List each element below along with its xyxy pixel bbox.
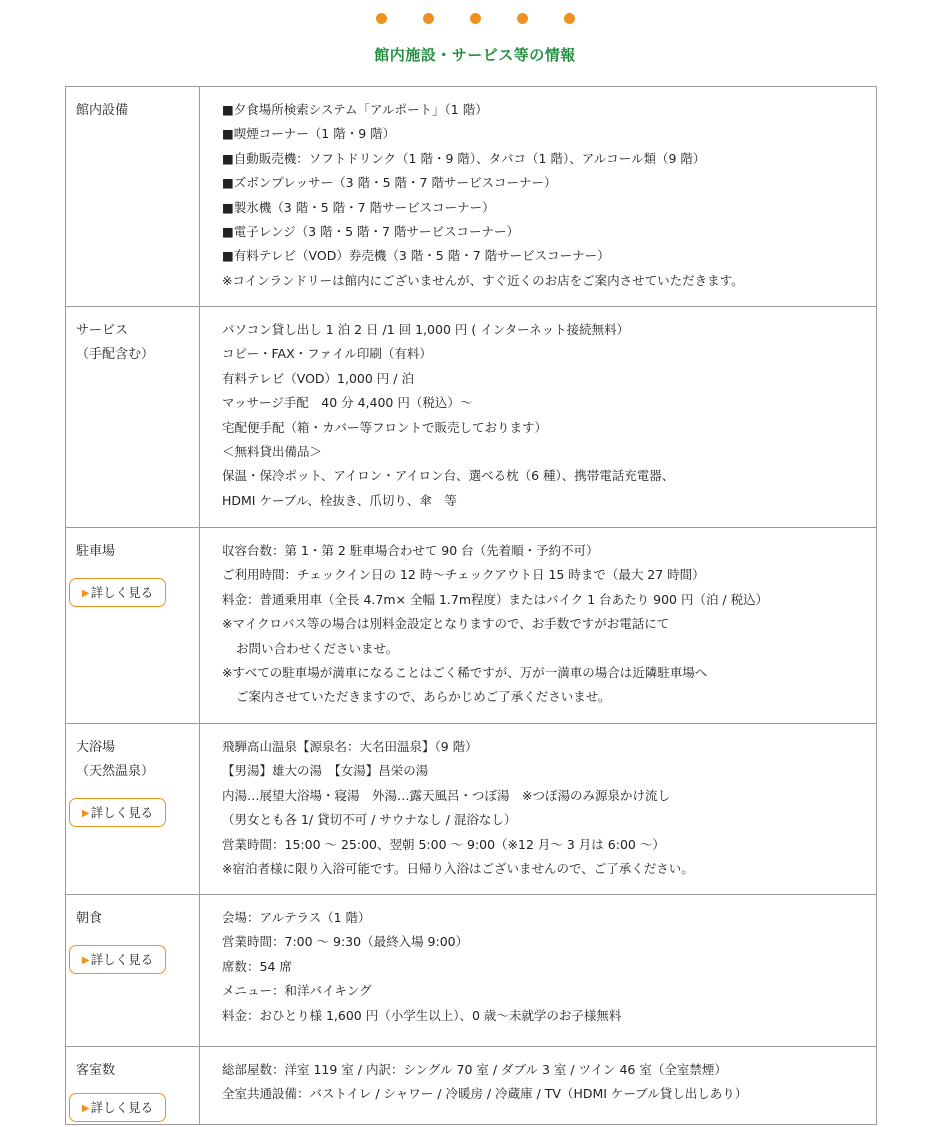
- decorative-dots: [0, 13, 950, 24]
- row-label: 客室数: [76, 1063, 116, 1078]
- content-line: ※宿泊者様に限り入浴可能です。日帰り入浴はございませんので、ご了承ください。: [222, 861, 694, 877]
- info-row-services: [66, 307, 877, 528]
- row-label: （手配含む）: [76, 347, 155, 362]
- info-row-rooms: [66, 1047, 877, 1125]
- content-line: ■喫煙コーナー（1 階・9 階）: [222, 126, 396, 142]
- details-button-bath[interactable]: [69, 798, 166, 827]
- decorative-dot: [564, 13, 575, 24]
- play-arrow-icon: ▶: [81, 808, 90, 819]
- row-label: サービス: [76, 323, 129, 338]
- content-line: 席数：54 席: [222, 958, 292, 974]
- row-label: （天然温泉）: [76, 764, 155, 779]
- facility-info-table: [65, 86, 877, 1125]
- content-line: ■ズボンプレッサー（3 階・5 階・7 階サービスコーナー）: [222, 175, 557, 191]
- content-line: ■自動販売機：ソフトドリンク（1 階・9 階）、タバコ（1 階）、アルコール類（9 階）: [222, 150, 706, 166]
- details-button-label: 詳しく見る: [90, 952, 154, 967]
- content-line: パソコン貸し出し 1 泊 2 日 /1 回 1,000 円 ( インターネット接続無料）: [222, 322, 630, 337]
- content-line: 【男湯】雄大の湯 【女湯】昌栄の湯: [222, 763, 429, 779]
- details-button-label: 詳しく見る: [90, 585, 154, 600]
- row-label-cell: [66, 724, 200, 895]
- row-label-cell: [66, 307, 200, 528]
- content-line: ■製氷機（3 階・5 階・7 階サービスコーナー）: [222, 199, 495, 215]
- play-arrow-icon: ▶: [81, 588, 90, 599]
- page-title: 館内施設・サービス等の情報: [374, 46, 576, 64]
- play-arrow-icon: ▶: [81, 955, 90, 966]
- row-label-cell: [66, 87, 200, 307]
- content-line: ご案内させていただきますので、あらかじめご了承くださいませ。: [236, 689, 611, 705]
- play-arrow-icon: ▶: [81, 1103, 90, 1114]
- content-line: ＜無料貸出備品＞: [222, 444, 323, 460]
- content-line: ■夕食場所検索システム「アルポート」（1 階）: [222, 102, 488, 117]
- content-line: マッサージ手配 40 分 4,400 円（税込）～: [222, 395, 473, 411]
- details-button-rooms[interactable]: [69, 1093, 166, 1122]
- decorative-dot: [470, 13, 481, 24]
- details-button-label: 詳しく見る: [90, 1100, 154, 1115]
- content-line: お問い合わせくださいませ。: [236, 640, 399, 656]
- content-line: ※すべての駐車場が満車になることはごく稀ですが、万が一満車の場合は近隣駐車場へ: [222, 665, 708, 681]
- row-label: 館内設備: [76, 103, 129, 118]
- content-line: ※コインランドリーは館内にございませんが、すぐ近くのお店をご案内させていただきます。: [222, 272, 744, 288]
- content-line: ■有料テレビ（VOD）券売機（3 階・5 階・7 階サービスコーナー）: [222, 248, 610, 264]
- content-line: 全室共通設備：バストイレ / シャワー / 冷暖房 / 冷蔵庫 / TV（HDMI ケーブル貸し出しあり）: [222, 1086, 748, 1102]
- content-line: ■電子レンジ（3 階・5 階・7 階サービスコーナー）: [222, 224, 519, 240]
- content-line: 営業時間：7:00 ～ 9:30（最終入場 9:00）: [222, 934, 469, 950]
- info-row-bath: [66, 724, 877, 895]
- row-label-cell: [66, 895, 200, 1047]
- details-button-parking[interactable]: [69, 578, 166, 607]
- content-line: 飛騨高山温泉【源泉名：大名田温泉】（9 階）: [222, 739, 478, 754]
- content-line: 有料テレビ（VOD）1,000 円 / 泊: [222, 370, 414, 386]
- decorative-dot: [517, 13, 528, 24]
- info-row-parking: [66, 528, 877, 724]
- row-content-cell: [200, 1047, 877, 1125]
- content-line: 宅配便手配（箱・カバー等フロントで販売しております）: [222, 419, 548, 435]
- content-line: ※マイクロバス等の場合は別料金設定となりますので、お手数ですがお電話にて: [222, 616, 670, 632]
- info-row-breakfast: [66, 895, 877, 1047]
- content-line: 内湯…展望大浴場・寝湯 外湯…露天風呂・つぼ湯 ※つぼ湯のみ源泉かけ流し: [222, 787, 670, 803]
- row-content-cell: [200, 307, 877, 528]
- content-line: メニュー：和洋バイキング: [222, 983, 372, 999]
- row-label: 大浴場: [76, 740, 116, 755]
- row-label-cell: [66, 1047, 200, 1125]
- row-content-cell: [200, 87, 877, 307]
- row-label-cell: [66, 528, 200, 724]
- info-row-facilities: [66, 87, 877, 307]
- content-line: （男女とも各 1/ 貸切不可 / サウナなし / 混浴なし）: [222, 812, 517, 828]
- content-line: コピー・FAX・ファイル印刷（有料）: [222, 346, 432, 362]
- content-line: 収容台数：第 1・第 2 駐車場合わせて 90 台（先着順・予約不可）: [222, 543, 599, 558]
- content-line: ご利用時間：チェックイン日の 12 時～チェックアウト日 15 時まで（最大 27 時間）: [222, 567, 705, 583]
- content-line: 総部屋数：洋室 119 室 / 内訳：シングル 70 室 / ダブル 3 室 / ツイン 46 室（全室禁煙）: [222, 1062, 727, 1077]
- row-content-cell: [200, 895, 877, 1047]
- details-button-breakfast[interactable]: [69, 945, 166, 974]
- row-label: 朝食: [76, 911, 103, 926]
- content-line: 会場：アルテラス（1 階）: [222, 910, 371, 925]
- row-content-cell: [200, 528, 877, 724]
- content-line: 料金：普通乗用車（全長 4.7m× 全幅 1.7m程度）またはバイク 1 台あたり 900 円（泊 / 税込）: [222, 591, 769, 607]
- content-line: 料金：おひとり様 1,600 円（小学生以上）、0 歳～未就学のお子様無料: [222, 1007, 622, 1023]
- row-label: 駐車場: [76, 544, 116, 559]
- content-line: 営業時間：15:00 ～ 25:00、翌朝 5:00 ～ 9:00（※12 月～ 3 月は 6:00 ～）: [222, 836, 665, 852]
- content-line: 保温・保冷ポット、アイロン・アイロン台、選べる枕（6 種）、携帯電話充電器、: [222, 468, 675, 484]
- content-line: HDMI ケーブル、栓抜き、爪切り、傘 等: [222, 492, 457, 508]
- decorative-dot: [423, 13, 434, 24]
- decorative-dot: [376, 13, 387, 24]
- details-button-label: 詳しく見る: [90, 805, 154, 820]
- row-content-cell: [200, 724, 877, 895]
